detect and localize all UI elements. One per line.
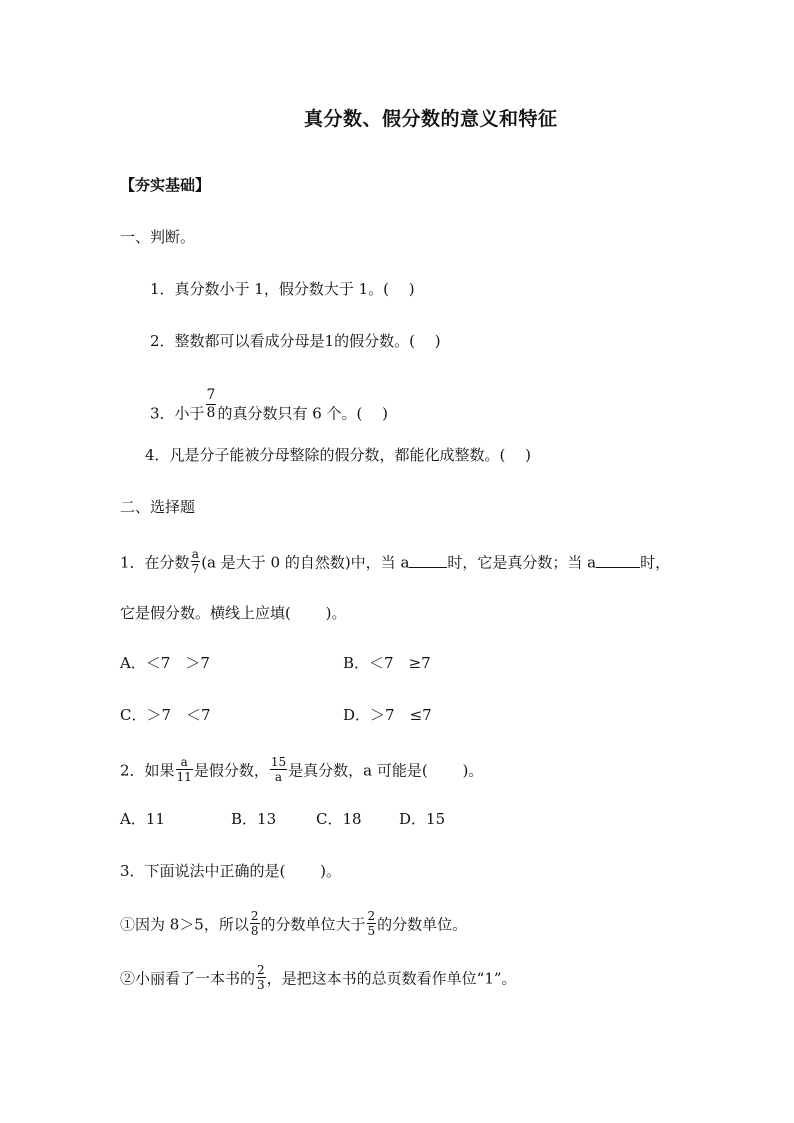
choice-question-1-line2: 它是假分数。横线上应填( )。 [120,604,347,622]
judge-question-3 [150,387,389,431]
fraction-denominator: a [274,770,283,784]
fraction-denominator: 8 [206,405,216,421]
choice-question-3: 3．下面说法中正确的是( )。 [120,862,342,880]
statement-2-prefix: ②小丽看了一本书的 [120,969,256,988]
choice-question-2-end: 是真分数，a 可能是( )。 [288,761,484,780]
q2-option-b: B．13 [231,810,277,828]
answer-blank [409,553,447,568]
q1-option-a: A．＜7 ＞7 [120,654,210,672]
fraction-denominator: 5 [367,924,376,938]
fraction-numerator: 15 [270,755,287,769]
part1-heading: 一、判断。 [120,228,196,246]
choice-question-1-mid: (a 是大于 0 的自然数)中，当 a [201,553,410,572]
choice-question-1-prefix: 1．在分数 [120,553,190,572]
choice-question-1-end: 时， [640,553,671,572]
fraction-a-7 [191,548,201,575]
statement-1-mid: 的分数单位大于 [260,915,366,934]
judge-question-4: 4．凡是分子能被分母整除的假分数，都能化成整数。( ) [145,446,532,464]
choice-question-2-mid: 是假分数， [193,761,269,780]
choice-question-1 [120,547,671,577]
judge-question-2: 2．整数都可以看成分母是1的假分数。( ) [150,332,441,350]
q2-option-d: D．15 [399,810,446,828]
fraction-numerator: 2 [250,909,259,923]
fraction-numerator: 2 [367,909,376,923]
answer-blank [596,553,640,568]
statement-2 [120,963,517,993]
page-title: 真分数、假分数的意义和特征 [304,108,558,130]
fraction-numerator: a [191,547,199,561]
statement-1-end: 的分数单位。 [377,915,468,934]
q2-option-c: C．18 [316,810,362,828]
fraction-15-a [270,756,287,783]
choice-question-1-mid2: 时，它是真分数；当 a [447,553,597,572]
section-heading-basic: 【夯实基础】 [120,176,211,194]
fraction-numerator: 2 [257,963,265,977]
fraction-a-11 [176,756,193,783]
choice-question-2-prefix: 2．如果 [120,761,175,780]
q2-option-a: A．11 [120,810,165,828]
q1-option-b: B．＜7 ≥7 [343,654,431,672]
fraction-denominator: 7 [191,562,200,576]
statement-1 [120,909,468,939]
statement-1-prefix: ①因为 8＞5，所以 [120,915,249,934]
fraction-2-3 [256,964,266,991]
part2-heading: 二、选择题 [120,498,196,516]
judge-question-3-suffix: 的真分数只有 6 个。( ) [217,404,389,423]
fraction-2-5 [367,910,377,937]
judge-question-1: 1．真分数小于 1，假分数大于 1。( ) [150,280,415,298]
fraction-2-8 [250,910,260,937]
fraction-denominator: 11 [176,770,192,784]
q1-option-d: D．＞7 ≤7 [343,706,432,724]
q1-option-c: C．＞7 ＜7 [120,706,211,724]
fraction-denominator: 3 [257,978,265,992]
fraction-numerator: 7 [206,387,216,403]
statement-2-end: ，是把这本书的总页数看作单位“1”。 [266,969,517,988]
fraction-7-8 [206,388,217,421]
judge-question-3-prefix: 3．小于 [150,404,205,423]
fraction-numerator: a [180,755,188,769]
choice-question-2 [120,755,484,785]
fraction-denominator: 8 [250,924,259,938]
